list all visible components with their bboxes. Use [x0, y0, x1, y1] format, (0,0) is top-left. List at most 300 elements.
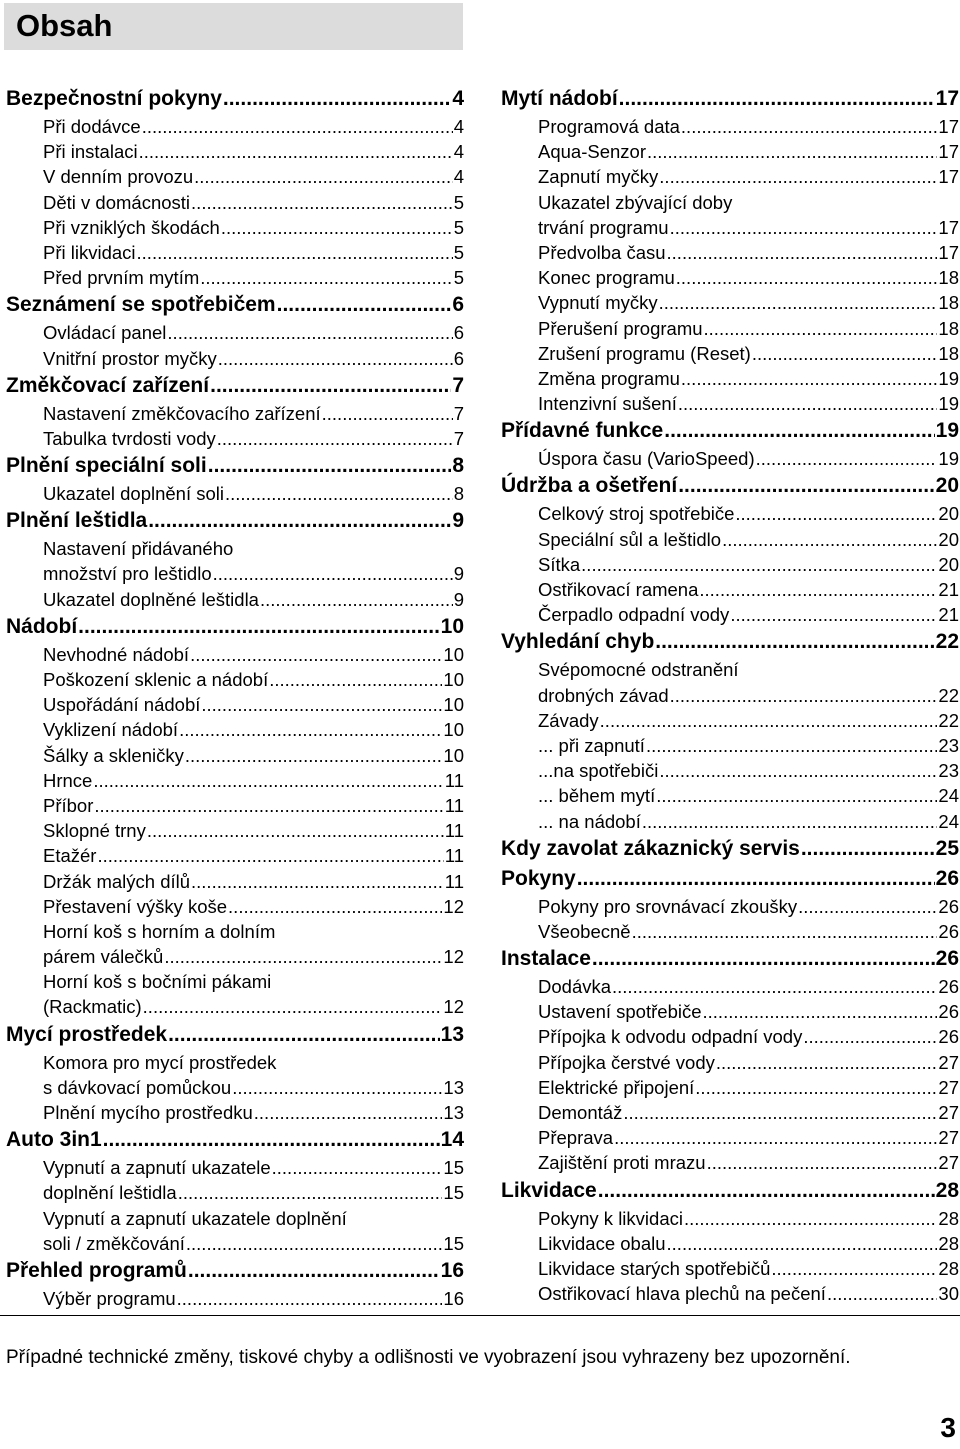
toc-dot-leader	[656, 783, 937, 808]
toc-entry-title: Likvidace starých spotřebičů	[538, 1257, 771, 1279]
toc-entry-title: Vyhledání chyb	[501, 630, 655, 654]
toc-entry-page: 16	[443, 1287, 464, 1309]
toc-subsection-entry[interactable]	[6, 1206, 464, 1231]
toc-dot-leader	[730, 602, 937, 627]
toc-entry-title: Přídavné funkce	[501, 419, 664, 443]
toc-dot-leader	[614, 1125, 937, 1150]
toc-entry-title: Auto 3in1	[6, 1128, 102, 1152]
toc-dot-leader	[225, 481, 453, 506]
toc-subsection-entry[interactable]	[6, 587, 464, 612]
toc-subsection-entry[interactable]	[6, 536, 464, 561]
toc-subsection-entry[interactable]	[6, 164, 464, 189]
toc-entry-title: Přestavení výšky koše	[43, 895, 228, 917]
toc-dot-leader	[707, 1150, 938, 1175]
toc-dot-leader	[756, 446, 938, 471]
toc-subsection-entry[interactable]	[6, 1231, 464, 1256]
toc-entry-page: 22	[938, 709, 959, 731]
toc-dot-leader	[177, 1286, 443, 1311]
toc-subsection-entry[interactable]	[501, 446, 959, 471]
toc-entry-page: 30	[938, 1283, 959, 1305]
toc-entry-title: Nevhodné nádobí	[43, 643, 190, 665]
toc-dot-leader	[277, 290, 452, 320]
toc-entry-page: 28	[938, 1232, 959, 1254]
toc-subsection-entry[interactable]	[501, 683, 959, 708]
toc-entry-title: Přípojka čerstvé vody	[538, 1051, 715, 1073]
toc-entry-title: Při vzniklých škodách	[43, 216, 220, 238]
toc-entry-page: 27	[938, 1051, 959, 1073]
toc-section-entry[interactable]	[6, 612, 464, 642]
toc-subsection-entry[interactable]	[501, 974, 959, 999]
toc-dot-leader	[655, 627, 934, 657]
toc-entry-page: 7	[453, 402, 464, 424]
toc-dot-leader	[221, 215, 453, 240]
toc-dot-leader	[179, 717, 442, 742]
toc-entry-title: Vnitřní prostor myčky	[43, 347, 217, 369]
toc-entry-title: ... na nádobí	[538, 810, 641, 832]
toc-dot-leader	[137, 240, 453, 265]
toc-entry-title: Vypnutí myčky	[538, 292, 658, 314]
toc-entry-page: 19	[938, 367, 959, 389]
toc-entry-page: 26	[935, 947, 959, 971]
toc-subsection-entry[interactable]	[501, 894, 959, 919]
toc-subsection-entry[interactable]	[501, 265, 959, 290]
toc-dot-leader	[632, 919, 938, 944]
toc-dot-leader	[623, 1100, 937, 1125]
toc-dot-leader	[771, 1256, 937, 1281]
toc-dot-leader	[642, 809, 938, 834]
toc-entry-page: 26	[938, 976, 959, 998]
toc-entry-page: 17	[938, 166, 959, 188]
toc-entry-title: Zajištění proti mrazu	[538, 1152, 706, 1174]
toc-dot-leader	[191, 869, 444, 894]
toc-entry-title: Instalace	[501, 947, 591, 971]
toc-entry-title: Likvidace obalu	[538, 1232, 666, 1254]
toc-entry-title: Plnění mycího prostředku	[43, 1102, 253, 1123]
toc-entry-page: 6	[453, 322, 464, 344]
toc-subsection-entry[interactable]	[6, 894, 464, 919]
toc-dot-leader	[695, 1075, 937, 1100]
toc-entry-page: 15	[443, 1182, 464, 1204]
toc-section-entry[interactable]	[501, 416, 959, 446]
toc-dot-leader	[684, 1206, 937, 1231]
toc-entry-page: 24	[938, 785, 959, 807]
toc-subsection-entry[interactable]	[501, 657, 959, 682]
toc-dot-leader	[232, 1075, 442, 1100]
toc-dot-leader	[659, 164, 937, 189]
toc-dot-leader	[647, 139, 937, 164]
toc-entry-page: 17	[938, 216, 959, 238]
toc-entry-page: 28	[938, 1257, 959, 1279]
toc-entry-title: ... při zapnutí	[538, 734, 645, 756]
toc-subsection-entry[interactable]	[6, 114, 464, 139]
toc-section-entry[interactable]	[6, 506, 464, 536]
toc-entry-title: s dávkovací pomůckou	[43, 1076, 232, 1098]
toc-entry-title: Závady	[538, 709, 599, 731]
toc-subsection-entry[interactable]	[501, 240, 959, 265]
toc-subsection-entry[interactable]	[6, 717, 464, 742]
toc-column-left	[6, 84, 464, 1311]
toc-subsection-entry[interactable]	[6, 869, 464, 894]
toc-subsection-entry[interactable]	[6, 401, 464, 426]
toc-entry-title: párem válečků	[43, 946, 164, 968]
toc-entry-title: Likvidace	[501, 1178, 597, 1202]
toc-entry-title: Čerpadlo odpadní vody	[538, 604, 730, 626]
toc-subsection-entry[interactable]	[501, 164, 959, 189]
toc-dot-leader	[322, 401, 453, 426]
toc-subsection-entry[interactable]	[501, 190, 959, 215]
toc-subsection-entry[interactable]	[6, 240, 464, 265]
toc-entry-title: Děti v domácnosti	[43, 191, 191, 213]
toc-entry-title: Horní koš s bočními pákami	[43, 971, 272, 993]
toc-entry-page: 11	[444, 870, 464, 892]
toc-subsection-entry[interactable]	[501, 1050, 959, 1075]
toc-entry-title: Vypnutí a zapnutí ukazatele	[43, 1157, 271, 1179]
toc-subsection-entry[interactable]	[6, 743, 464, 768]
toc-entry-page: 12	[443, 996, 464, 1018]
toc-entry-page: 26	[938, 920, 959, 942]
toc-entry-page: 4	[452, 87, 464, 110]
toc-entry-page: 11	[444, 794, 464, 816]
toc-subsection-entry[interactable]	[501, 316, 959, 341]
toc-dot-leader	[722, 527, 937, 552]
toc-entry-page: 4	[453, 116, 464, 137]
toc-subsection-entry[interactable]	[6, 768, 464, 793]
toc-entry-page: 10	[443, 744, 464, 766]
toc-subsection-entry[interactable]	[501, 290, 959, 315]
toc-subsection-entry[interactable]	[501, 1206, 959, 1231]
toc-subsection-entry[interactable]	[501, 1256, 959, 1281]
toc-subsection-entry[interactable]	[501, 809, 959, 834]
toc-entry-title: Bezpečnostní pokyny	[6, 87, 222, 110]
toc-section-entry[interactable]	[6, 451, 464, 481]
toc-entry-page: 5	[453, 241, 464, 263]
toc-subsection-entry[interactable]	[501, 919, 959, 944]
toc-subsection-entry[interactable]	[6, 692, 464, 717]
toc-entry-title: Svépomocné odstranění	[538, 659, 739, 681]
toc-entry-page: 26	[938, 895, 959, 917]
toc-entry-page: 14	[440, 1128, 464, 1152]
toc-dot-leader	[735, 501, 937, 526]
toc-subsection-entry[interactable]	[501, 1100, 959, 1125]
toc-subsection-entry[interactable]	[6, 667, 464, 692]
toc-dot-leader	[201, 692, 442, 717]
toc-entry-title: Hrnce	[43, 769, 93, 791]
toc-entry-title: Uspořádání nádobí	[43, 694, 201, 716]
toc-entry-title: Mycí prostředek	[6, 1022, 168, 1046]
toc-entry-title: Nastavení přidávaného	[43, 538, 234, 560]
toc-entry-title: soli / změkčování	[43, 1232, 185, 1254]
toc-subsection-entry[interactable]	[6, 818, 464, 843]
toc-entry-title: Mytí nádobí	[501, 87, 618, 110]
toc-entry-page: 18	[938, 267, 959, 289]
toc-dot-leader	[143, 994, 443, 1019]
toc-section-entry[interactable]	[501, 834, 959, 864]
toc-subsection-entry[interactable]	[6, 320, 464, 345]
toc-dot-leader	[681, 114, 938, 139]
toc-entry-title: Kdy zavolat zákaznický servis	[501, 836, 800, 860]
toc-entry-title: Zapnutí myčky	[538, 166, 659, 188]
toc-subsection-entry[interactable]	[6, 215, 464, 240]
toc-entry-title: Poškození sklenic a nádobí	[43, 669, 269, 690]
toc-dot-leader	[801, 834, 935, 864]
toc-subsection-entry[interactable]	[501, 139, 959, 164]
toc-entry-page: 22	[935, 630, 959, 654]
page-number: 3	[940, 1412, 956, 1443]
toc-section-entry[interactable]	[6, 1256, 464, 1286]
toc-entry-page: 6	[453, 347, 464, 369]
toc-entry-title: Dodávka	[538, 976, 612, 998]
toc-section-entry[interactable]	[6, 84, 464, 114]
toc-subsection-entry[interactable]	[501, 366, 959, 391]
toc-entry-page: 11	[444, 845, 464, 867]
toc-dot-leader	[188, 1256, 440, 1286]
toc-entry-page: 19	[935, 419, 959, 443]
toc-dot-leader	[827, 1281, 937, 1306]
toc-dot-leader	[164, 944, 442, 969]
toc-dot-leader	[667, 1231, 938, 1256]
toc-dot-leader	[670, 683, 938, 708]
toc-entry-page: 4	[453, 166, 464, 188]
toc-dot-leader	[103, 1125, 440, 1155]
toc-dot-leader	[200, 265, 452, 290]
toc-dot-leader	[752, 341, 938, 366]
toc-entry-title: Pokyny k likvidaci	[538, 1207, 683, 1229]
toc-subsection-entry[interactable]	[501, 114, 959, 139]
toc-entry-title: Zrušení programu (Reset)	[538, 342, 751, 364]
toc-subsection-entry[interactable]	[501, 1281, 959, 1306]
toc-entry-title: Přerušení programu	[538, 317, 703, 339]
toc-section-entry[interactable]	[501, 944, 959, 974]
toc-subsection-entry[interactable]	[6, 346, 464, 371]
toc-entry-page: 21	[938, 579, 959, 600]
toc-dot-leader	[185, 743, 443, 768]
toc-entry-title: Šálky a skleničky	[43, 744, 184, 766]
toc-subsection-entry[interactable]	[501, 1150, 959, 1175]
toc-entry-title: Intenzivní sušení	[538, 393, 677, 415]
toc-entry-page: 18	[938, 292, 959, 314]
toc-subsection-entry[interactable]	[501, 1231, 959, 1256]
toc-entry-page: 5	[453, 267, 464, 289]
toc-entry-page: 27	[938, 1127, 959, 1149]
toc-subsection-entry[interactable]	[6, 642, 464, 667]
toc-dot-leader	[619, 84, 935, 114]
toc-dot-leader	[142, 114, 453, 139]
toc-dot-leader	[659, 758, 937, 783]
toc-entry-page: 23	[938, 760, 959, 782]
toc-section-entry[interactable]	[6, 1020, 464, 1050]
toc-entry-title: Etažér	[43, 845, 97, 867]
toc-column-right	[501, 84, 959, 1306]
toc-subsection-entry[interactable]	[501, 552, 959, 577]
toc-subsection-entry[interactable]	[6, 793, 464, 818]
toc-entry-title: doplnění leštidla	[43, 1182, 177, 1204]
toc-section-entry[interactable]	[6, 371, 464, 401]
toc-entry-page: 17	[938, 116, 959, 137]
toc-entry-page: 21	[938, 604, 959, 626]
toc-entry-title: Ukazatel doplněné leštidla	[43, 588, 259, 610]
toc-dot-leader	[798, 894, 937, 919]
toc-subsection-entry[interactable]	[501, 391, 959, 416]
toc-subsection-entry[interactable]	[6, 994, 464, 1019]
toc-entry-title: Speciální sůl a leštidlo	[538, 528, 722, 550]
toc-dot-leader	[716, 1050, 938, 1075]
toc-entry-page: 17	[938, 141, 959, 163]
toc-entry-page: 27	[938, 1102, 959, 1123]
toc-entry-title: (Rackmatic)	[43, 996, 142, 1018]
toc-entry-page: 25	[935, 836, 959, 860]
toc-subsection-entry[interactable]	[501, 733, 959, 758]
toc-entry-page: 8	[452, 454, 464, 478]
toc-subsection-entry[interactable]	[6, 843, 464, 868]
toc-subsection-entry[interactable]	[6, 265, 464, 290]
toc-dot-leader	[228, 894, 442, 919]
toc-entry-page: 19	[938, 448, 959, 470]
toc-subsection-entry[interactable]	[501, 1075, 959, 1100]
toc-entry-page: 9	[452, 509, 464, 533]
toc-entry-page: 6	[452, 293, 464, 317]
toc-entry-page: 26	[938, 1026, 959, 1048]
toc-dot-leader	[208, 451, 452, 481]
toc-subsection-entry[interactable]	[6, 426, 464, 451]
toc-subsection-entry[interactable]	[6, 944, 464, 969]
toc-entry-title: Vyklizení nádobí	[43, 719, 179, 741]
toc-section-entry[interactable]	[501, 627, 959, 657]
toc-dot-leader	[78, 612, 439, 642]
toc-entry-title: Elektrické připojení	[538, 1076, 695, 1098]
toc-entry-title: drobných závad	[538, 684, 669, 706]
toc-entry-page: 13	[443, 1102, 464, 1123]
toc-subsection-entry[interactable]	[6, 1050, 464, 1075]
toc-subsection-entry[interactable]	[501, 215, 959, 240]
toc-subsection-entry[interactable]	[6, 1180, 464, 1205]
footer-divider	[0, 1315, 960, 1316]
toc-entry-page: 18	[938, 342, 959, 364]
toc-section-entry[interactable]	[501, 471, 959, 501]
toc-subsection-entry[interactable]	[6, 190, 464, 215]
toc-subsection-entry[interactable]	[501, 527, 959, 552]
toc-entry-page: 24	[938, 810, 959, 832]
toc-subsection-entry[interactable]	[501, 1125, 959, 1150]
toc-subsection-entry[interactable]	[501, 758, 959, 783]
toc-entry-title: Vypnutí a zapnutí ukazatele doplnění	[43, 1207, 347, 1229]
toc-entry-title: Při dodávce	[43, 116, 141, 137]
toc-subsection-entry[interactable]	[6, 1286, 464, 1311]
toc-entry-page: 20	[935, 474, 959, 498]
toc-entry-page: 28	[935, 1178, 959, 1202]
toc-entry-title: ... během mytí	[538, 785, 656, 807]
toc-subsection-entry[interactable]	[501, 999, 959, 1024]
toc-entry-title: Předvolba času	[538, 241, 666, 263]
toc-entry-page: 12	[443, 946, 464, 968]
toc-section-entry[interactable]	[501, 84, 959, 114]
toc-dot-leader	[269, 667, 442, 692]
toc-subsection-entry[interactable]	[6, 481, 464, 506]
toc-dot-leader	[704, 316, 938, 341]
toc-section-entry[interactable]	[6, 1125, 464, 1155]
toc-entry-title: Komora pro mycí prostředek	[43, 1051, 277, 1073]
toc-entry-page: 13	[440, 1022, 464, 1046]
toc-entry-title: Přípojka k odvodu odpadní vody	[538, 1026, 803, 1048]
toc-entry-title: Pokyny pro srovnávací zkoušky	[538, 895, 798, 917]
toc-subsection-entry[interactable]	[6, 1155, 464, 1180]
toc-entry-title: Sítka	[538, 553, 581, 575]
toc-entry-page: 23	[938, 734, 959, 756]
toc-entry-page: 28	[938, 1207, 959, 1229]
toc-dot-leader	[93, 768, 443, 793]
toc-dot-leader	[581, 552, 937, 577]
toc-entry-page: 20	[938, 553, 959, 575]
toc-entry-page: 20	[938, 528, 959, 550]
toc-entry-title: Držák malých dílů	[43, 870, 191, 892]
toc-subsection-entry[interactable]	[6, 139, 464, 164]
toc-entry-title: Ovládací panel	[43, 322, 167, 344]
toc-entry-page: 12	[443, 895, 464, 917]
toc-subsection-entry[interactable]	[6, 969, 464, 994]
toc-entry-title: Tabulka tvrdosti vody	[43, 427, 216, 449]
toc-entry-title: Celkový stroj spotřebiče	[538, 503, 735, 525]
toc-dot-leader	[667, 240, 938, 265]
toc-dot-leader	[167, 320, 452, 345]
toc-section-entry[interactable]	[501, 1176, 959, 1206]
toc-dot-leader	[577, 864, 935, 894]
toc-entry-page: 22	[938, 684, 959, 706]
toc-section-entry[interactable]	[6, 290, 464, 320]
toc-subsection-entry[interactable]	[6, 1075, 464, 1100]
toc-entry-page: 20	[938, 503, 959, 525]
toc-dot-leader	[254, 1100, 443, 1125]
toc-dot-leader	[670, 215, 938, 240]
toc-entry-title: Nastavení změkčovacího zařízení	[43, 402, 321, 424]
toc-entry-page: 4	[453, 141, 464, 163]
toc-entry-page: 9	[453, 588, 464, 610]
toc-entry-title: Plnění leštidla	[6, 509, 148, 533]
toc-entry-title: Aqua-Senzor	[538, 141, 646, 163]
toc-entry-page: 10	[443, 719, 464, 741]
toc-entry-title: Ustavení spotřebiče	[538, 1001, 702, 1023]
toc-dot-leader	[600, 708, 938, 733]
toc-subsection-entry[interactable]	[501, 501, 959, 526]
toc-entry-title: Sklopné trny	[43, 820, 146, 842]
toc-entry-page: 13	[443, 1076, 464, 1098]
toc-subsection-entry[interactable]	[501, 341, 959, 366]
toc-subsection-entry[interactable]	[6, 919, 464, 944]
toc-section-entry[interactable]	[501, 864, 959, 894]
toc-entry-title: Nádobí	[6, 614, 78, 638]
toc-subsection-entry[interactable]	[6, 1100, 464, 1125]
toc-entry-title: Ukazatel doplnění soli	[43, 483, 224, 505]
toc-entry-page: 10	[440, 614, 464, 638]
toc-entry-page: 16	[440, 1258, 464, 1282]
toc-subsection-entry[interactable]	[501, 602, 959, 627]
toc-dot-leader	[678, 471, 934, 501]
toc-entry-title: Při instalaci	[43, 141, 138, 163]
toc-entry-title: Před prvním mytím	[43, 267, 200, 289]
toc-dot-leader	[168, 1020, 440, 1050]
toc-dot-leader	[186, 1231, 443, 1256]
toc-subsection-entry[interactable]	[501, 1024, 959, 1049]
toc-subsection-entry[interactable]	[6, 561, 464, 586]
toc-dot-leader	[646, 733, 937, 758]
toc-dot-leader	[699, 577, 937, 602]
toc-entry-title: Všeobecně	[538, 920, 631, 942]
toc-subsection-entry[interactable]	[501, 708, 959, 733]
toc-subsection-entry[interactable]	[501, 783, 959, 808]
toc-dot-leader	[217, 426, 453, 451]
toc-subsection-entry[interactable]	[501, 577, 959, 602]
toc-entry-page: 26	[938, 1001, 959, 1023]
toc-entry-title: Výběr programu	[43, 1287, 176, 1309]
toc-dot-leader	[803, 1024, 937, 1049]
